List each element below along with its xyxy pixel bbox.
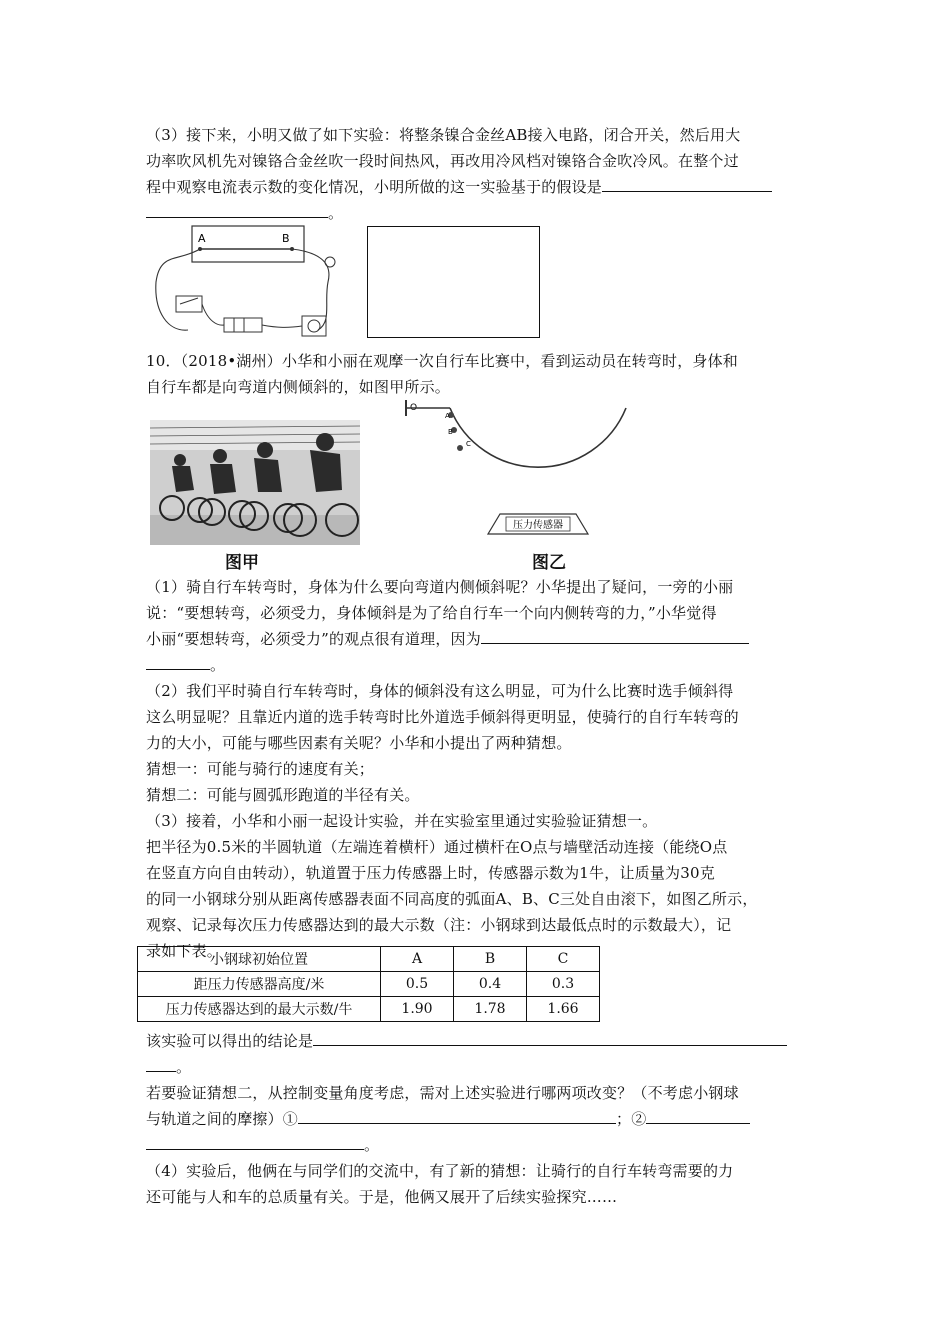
circuit-label-a: A <box>198 232 206 245</box>
circuit-label-b: B <box>282 232 290 245</box>
guess-1: 猜想一：可能与骑行的速度有关； <box>146 760 375 778</box>
p1-line-3 <box>146 626 806 652</box>
table-cell: 1.66 <box>527 997 600 1022</box>
ball-label-b: B <box>448 428 453 436</box>
p3-line-1: （3）接着，小华和小丽一起设计实验，并在实验室里通过实验验证猜想一。 <box>146 812 658 830</box>
p1-line-4-end: 。 <box>210 656 226 674</box>
conclusion-line-2 <box>146 1054 806 1080</box>
table-cell: 0.3 <box>527 972 600 997</box>
answer-blank-change-2a[interactable] <box>646 1107 750 1124</box>
p3-line-3: 在竖直方向自由转动），轨道置于压力传感器上时，传感器示数为1牛，让质量为30克 <box>146 864 715 882</box>
guess2-question-text-b: ；② <box>616 1110 647 1128</box>
ball-label-c: C <box>466 440 471 448</box>
cyclists-photo <box>150 420 360 545</box>
p2-line-1: （2）我们平时骑自行车转弯时，身体的倾斜没有这么明显，可为什么比赛时选手倾斜得 <box>146 682 734 700</box>
table-cell: B <box>454 947 527 972</box>
results-table <box>137 946 600 1022</box>
p2-line-3: 力的大小，可能与哪些因素有关呢？小华和小提出了两种猜想。 <box>146 734 572 752</box>
circuit-diagram <box>148 222 343 342</box>
empty-drawing-box <box>367 226 540 338</box>
table-cell: 1.78 <box>454 997 527 1022</box>
p3-line-6: 录如下表。 <box>146 942 223 960</box>
table-row <box>138 947 600 972</box>
track-diagram <box>400 396 650 546</box>
guess2-question-line-2 <box>146 1106 806 1132</box>
table-cell: C <box>527 947 600 972</box>
conclusion-text: 该实验可以得出的结论是 <box>146 1032 314 1050</box>
answer-blank-q3a[interactable] <box>602 175 772 192</box>
table-row <box>138 972 600 997</box>
p4-line-1: （4）实验后，他俩在与同学们的交流中，有了新的猜想：让骑行的自行车转弯需要的力 <box>146 1162 734 1180</box>
pressure-sensor-label: 压力传感器 <box>513 520 563 531</box>
guess2-question-line-1: 若要验证猜想二，从控制变量角度考虑，需对上述实验进行哪两项改变？（不考虑小钢球 <box>146 1084 739 1102</box>
answer-blank-q3b[interactable] <box>146 201 328 218</box>
table-row <box>138 997 600 1022</box>
table-cell: 小钢球初始位置 <box>138 947 381 972</box>
q10-line-2: 自行车都是向弯道内侧倾斜的，如图甲所示。 <box>146 378 451 396</box>
ball-label-a: A <box>445 412 450 420</box>
p1-line-4 <box>146 652 806 678</box>
answer-blank-conclusion-a[interactable] <box>313 1029 787 1046</box>
table-cell: 压力传感器达到的最大示数/牛 <box>138 997 381 1022</box>
table-cell: 0.4 <box>454 972 527 997</box>
answer-blank-p1b[interactable] <box>146 653 210 670</box>
table-cell: 距压力传感器高度/米 <box>138 972 381 997</box>
answer-blank-change-1[interactable] <box>298 1107 616 1124</box>
pivot-o-label: O <box>410 403 418 413</box>
q3-line-4-end: 。 <box>328 204 344 222</box>
answer-blank-p1a[interactable] <box>481 627 749 644</box>
p1-line-1: （1）骑自行车转弯时，身体为什么要向弯道内侧倾斜呢？小华提出了疑问，一旁的小丽 <box>146 578 734 596</box>
guess2-question-text-a: 与轨道之间的摩擦）① <box>146 1110 299 1128</box>
p2-line-2: 这么明显呢？且靠近内道的选手转弯时比外道选手倾斜得更明显，使骑行的自行车转弯的 <box>146 708 739 726</box>
table-cell: A <box>381 947 454 972</box>
q10-line-1: 10．（2018•湖州）小华和小丽在观摩一次自行车比赛中，看到运动员在转弯时，身体和 <box>146 352 739 370</box>
answer-blank-change-2b[interactable] <box>146 1133 364 1150</box>
answer-blank-conclusion-b[interactable] <box>146 1055 176 1072</box>
guess2-question-line-3 <box>146 1132 806 1158</box>
q3-line-3-text: 程中观察电流表示数的变化情况，小明所做的这一实验基于的假设是 <box>146 178 603 196</box>
conclusion-line <box>146 1028 806 1054</box>
q3-line-3 <box>146 174 806 200</box>
p1-line-2: 说：“要想转弯，必须受力，身体倾斜是为了给自行车一个向内侧转弯的力，”小华觉得 <box>146 604 717 622</box>
table-cell: 0.5 <box>381 972 454 997</box>
p3-line-4: 的同一小钢球分别从距离传感器表面不同高度的弧面A、B、C三处自由滚下，如图乙所示， <box>146 890 758 908</box>
table-cell: 1.90 <box>381 997 454 1022</box>
q3-line-2: 功率吹风机先对镍铬合金丝吹一段时间热风，再改用冷风档对镍铬合金吹冷风。在整个过 <box>146 152 739 170</box>
figure-jia-caption: 图甲 <box>225 553 259 573</box>
figure-yi-caption: 图乙 <box>532 553 566 573</box>
p3-line-5: 观察、记录每次压力传感器达到的最大示数（注：小钢球到达最低点时的示数最大），记 <box>146 916 732 934</box>
guess-2: 猜想二：可能与圆弧形跑道的半径有关。 <box>146 786 420 804</box>
p3-line-2: 把半径为0.5米的半圆轨道（左端连着横杆）通过横杆在O点与墙壁活动连接（能绕O点 <box>146 838 728 856</box>
guess2-question-end: 。 <box>364 1136 380 1154</box>
p1-line-3-text: 小丽“要想转弯，必须受力”的观点很有道理，因为 <box>146 630 481 648</box>
p4-line-2: 还可能与人和车的总质量有关。于是，他俩又展开了后续实验探究…… <box>146 1188 618 1206</box>
q3-line-1: （3）接下来，小明又做了如下实验：将整条镍合金丝AB接入电路，闭合开关，然后用大 <box>146 126 741 144</box>
conclusion-end: 。 <box>176 1058 192 1076</box>
